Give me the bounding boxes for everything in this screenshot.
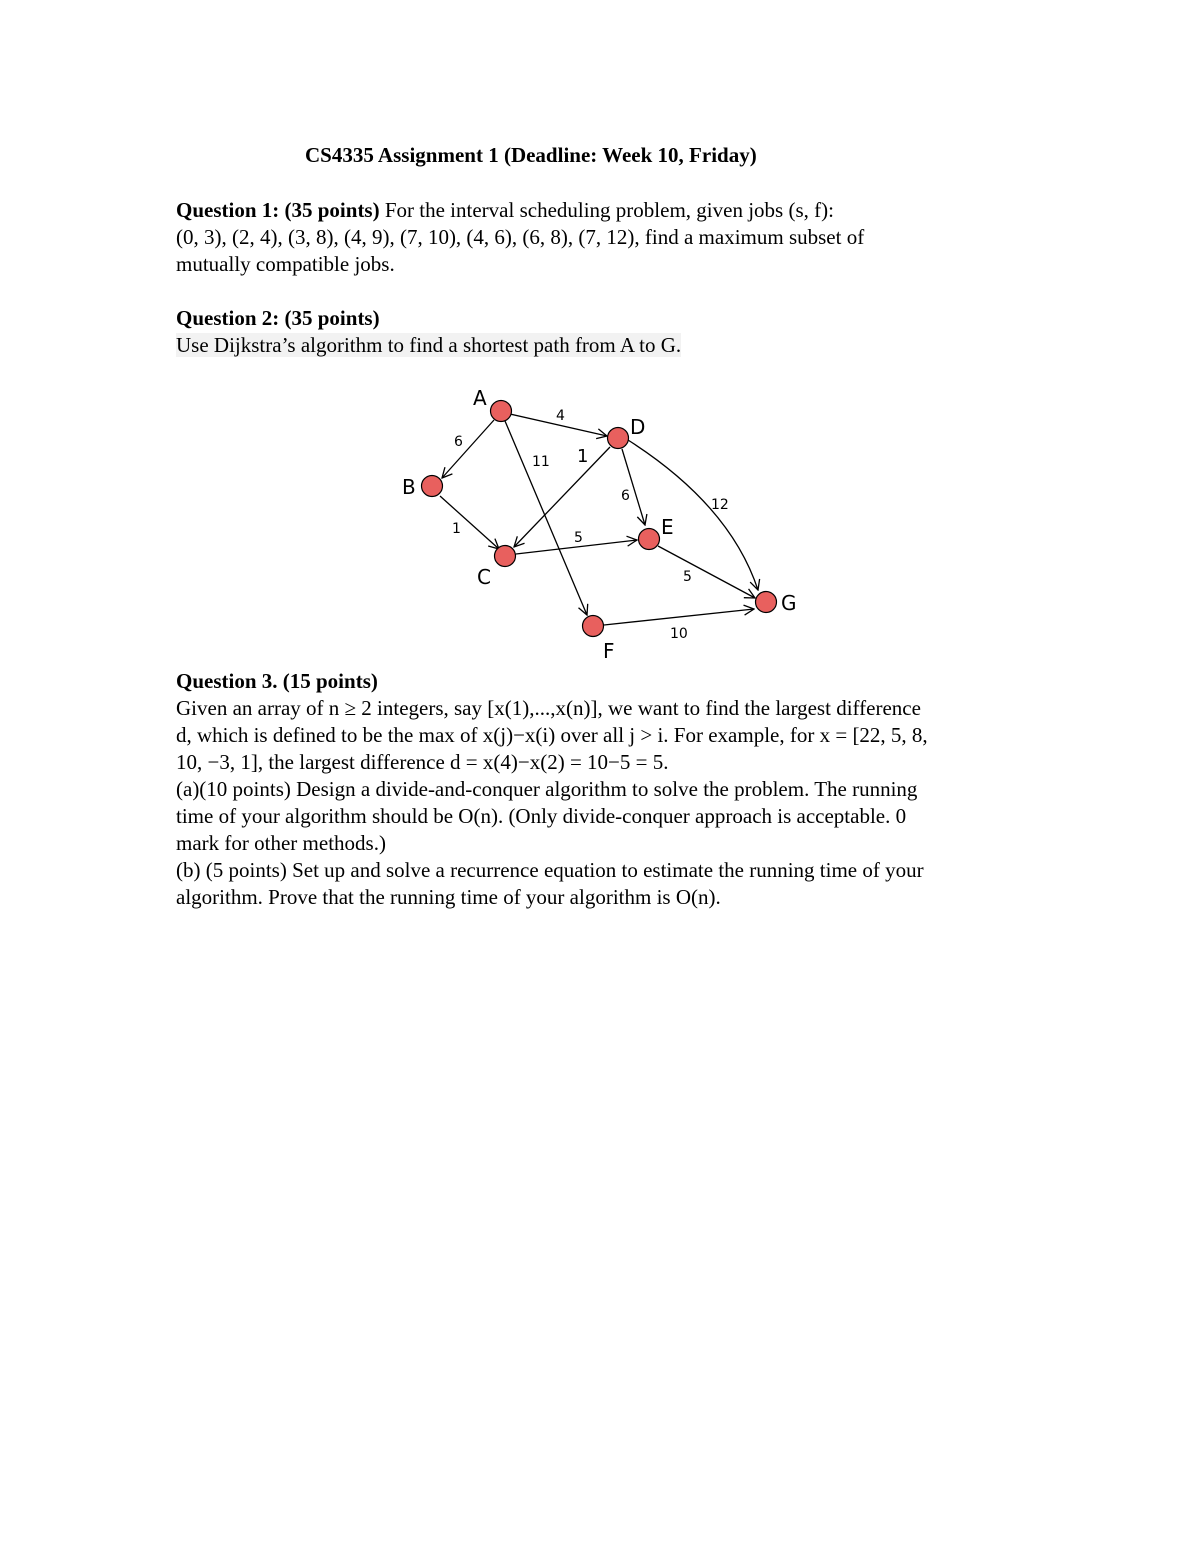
edge-b-c [440,496,499,549]
edge-d-e [622,449,645,525]
question-1 [176,197,1036,278]
edge-weight-d-g: 12 [711,497,729,513]
question-2-heading: Question 2: (35 points) [176,306,380,330]
node-f [583,616,604,637]
question-3-line-2: d, which is defined to be the max of x(j)−x(i) over all j > i. For example, for x = [22, 5, 8, [176,723,928,747]
node-a [491,401,512,422]
dijkstra-graph [390,380,810,670]
node-label-f: F [603,639,615,663]
edge-weight-c-e: 5 [574,530,583,546]
edge-a-d [501,412,607,436]
node-b [422,476,443,497]
question-3-part-b-2: algorithm. Prove that the running time of your algorithm is O(n). [176,885,721,909]
question-3-line-1: Given an array of n ≥ 2 integers, say [x(1),...,x(n)], we want to find the largest difference [176,696,921,720]
edge-weight-e-g: 5 [683,569,692,585]
question-1-heading: Question 1: (35 points) [176,198,380,222]
node-label-e: E [661,515,674,539]
question-2-text: Use Dijkstra’s algorithm to find a shortest path from A to G. [176,333,682,357]
question-3-heading: Question 3. (15 points) [176,669,378,693]
edge-weight-a-f: 11 [532,454,550,470]
node-label-c: C [477,565,491,589]
question-1-text-1: For the interval scheduling problem, given jobs (s, f): [379,198,834,222]
node-e [639,529,660,550]
edge-weight-f-g: 10 [670,626,688,642]
edge-d-c [514,447,610,547]
edge-weight-a-d: 4 [556,408,565,424]
node-label-a: A [473,386,487,410]
edge-weight-b-c: 1 [452,521,461,537]
page-title: CS4335 Assignment 1 (Deadline: Week 10, Friday) [305,143,757,167]
node-label-g: G [781,591,797,615]
node-d [608,428,629,449]
question-1-text-2: (0, 3), (2, 4), (3, 8), (4, 9), (7, 10), (4, 6), (6, 8), (7, 12), find a maximum subset of [176,225,865,249]
node-label-b: B [402,475,416,499]
edge-f-g [604,609,754,625]
question-3-part-a-2: time of your algorithm should be O(n). (Only divide-conquer approach is acceptable. 0 [176,804,907,828]
question-3-part-a-3: mark for other methods.) [176,831,386,855]
question-3-part-a-1: (a)(10 points) Design a divide-and-conquer algorithm to solve the problem. The running [176,777,918,801]
edge-weight-d-e: 6 [621,488,630,504]
node-g [756,592,777,613]
question-3 [176,668,1036,911]
node-label-d: D [630,415,646,439]
edge-a-b [442,420,494,478]
question-3-line-3: 10, −3, 1], the largest difference d = x(4)−x(2) = 10−5 = 5. [176,750,669,774]
edge-e-g [658,546,755,598]
edge-weight-d-c: 1 [577,446,589,467]
question-2 [176,305,1036,359]
node-c [495,546,516,567]
question-1-text-3: mutually compatible jobs. [176,252,395,276]
question-3-part-b-1: (b) (5 points) Set up and solve a recurrence equation to estimate the running time of your [176,858,924,882]
edge-weight-a-b: 6 [454,434,463,450]
edge-d-g [628,440,758,590]
edge-a-f [505,421,587,615]
